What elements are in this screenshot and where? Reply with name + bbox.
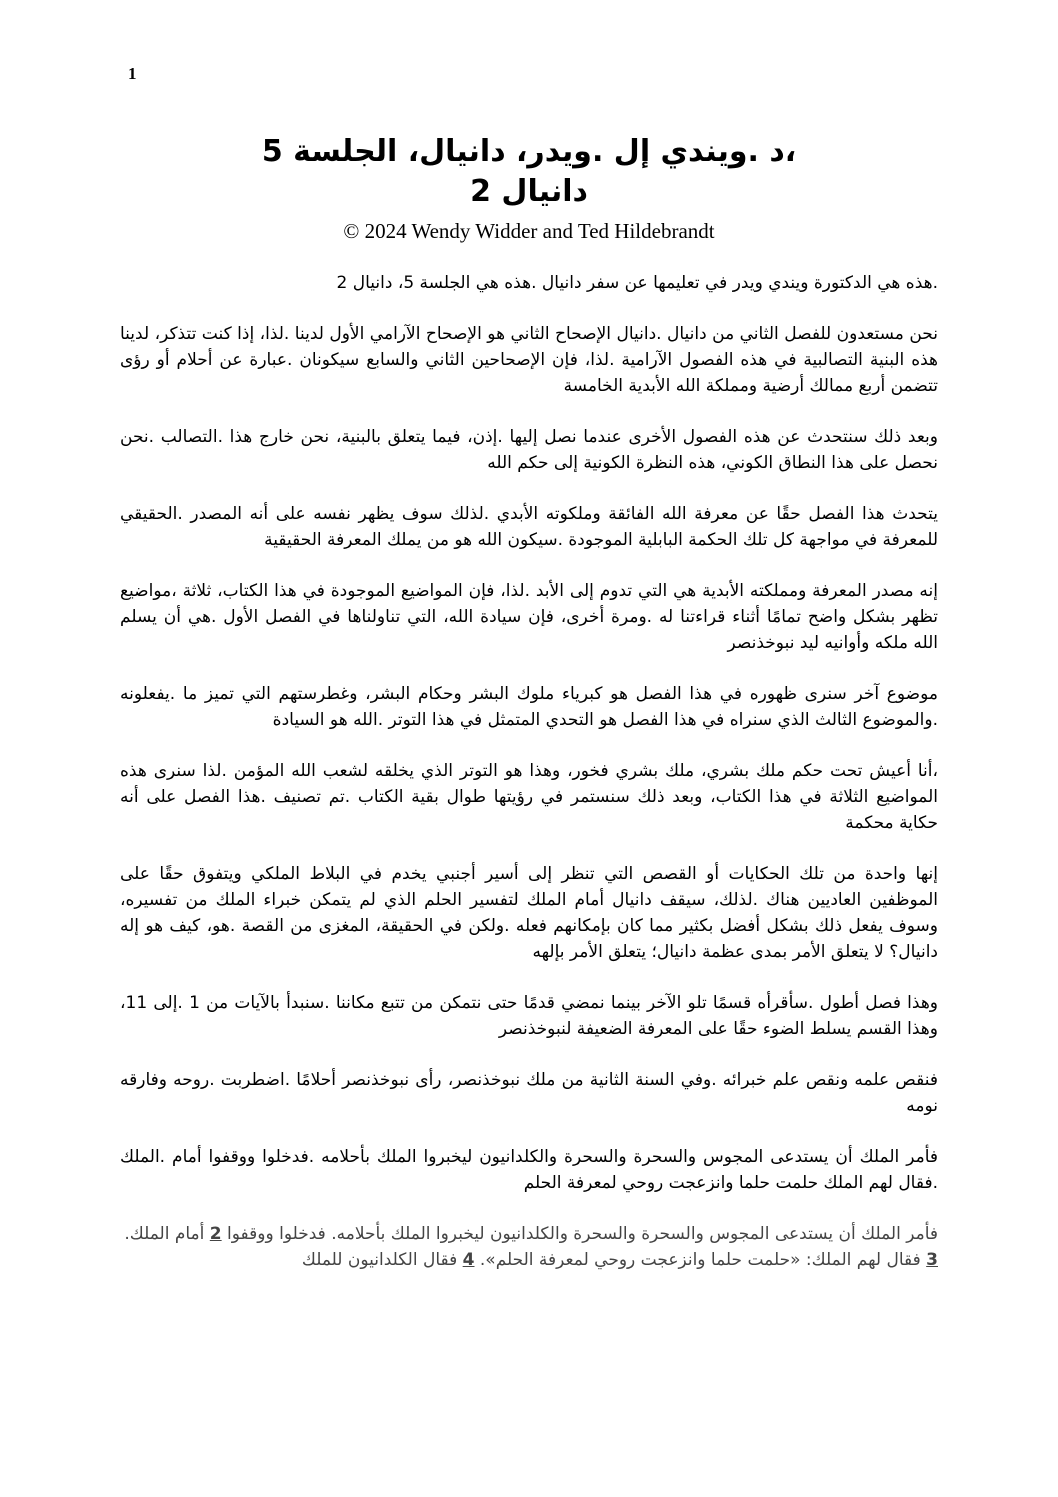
verse-number: 3 <box>926 1250 938 1270</box>
verse-number: 2 <box>209 1224 222 1244</box>
copyright-line: © 2024 Wendy Widder and Ted Hildebrandt <box>343 219 715 243</box>
quote-text: فقال لهم الملك: «حلمت حلما وانزعجت روحي لمعرفة الحلم». <box>474 1250 927 1270</box>
paragraph: نحن مستعدون للفصل الثاني من دانيال .دانيال الإصحاح الثاني هو الإصحاح الآرامي الأول لدينا .لذا، إذا كنت تتذكر، لدينا هذه البنية التصالبية في هذه الفصول الآرامية .لذا، فإن الإصحاحين الثاني والسابع سيكونان .عبارة عن أحلام أو رؤى تتضمن أربع ممالك أرضية ومملكة الله الأبدية الخامسة <box>120 324 938 396</box>
quote-text: فأمر الملك أن يستدعى المجوس والسحرة والسحرة والكلدانيون ليخبروا الملك بأحلامه. فدخلوا ووقفوا <box>221 1224 938 1244</box>
quote-text: أمام الملك. <box>124 1224 205 1244</box>
paragraph: .هذه هي الدكتورة ويندي ويدر في تعليمها عن سفر دانيال .هذه هي الجلسة 5، دانيال 2 <box>336 273 938 293</box>
paragraph: وبعد ذلك سنتحدث عن هذه الفصول الأخرى عندما نصل إليها .إذن، فيما يتعلق بالبنية، نحن خارج هذا .التصالب .نحن نحصل على هذا النطاق الكوني، هذه النظرة الكونية إلى حكم الله <box>120 427 938 473</box>
title-block <box>120 132 938 246</box>
paragraph: ،أنا أعيش تحت حكم ملك بشري، ملك بشري فخور، وهذا هو التوتر الذي يخلقه لشعب الله المؤمن .لذا سنرى هذه المواضيع الثلاثة في هذا الكتاب، وبعد ذلك سنستمر في رؤيتها طوال بقية الكتاب .تم تصنيف .هذا الفصل على أنه حكاية محكمة <box>120 761 938 833</box>
page-title: ،د .ويندي إل .ويدر، دانيال، الجلسة 5 <box>261 134 797 169</box>
paragraph: إنها واحدة من تلك الحكايات أو القصص التي تنظر إلى أسير أجنبي يخدم في البلاط الملكي ويتفوق حقًا على الموظفين العاديين هناك .لذلك، سيقف دانيال أمام الملك لتفسير الحلم الذي لم يتمكن خبراء الملك من تفسيره، وسوف يفعل ذلك بشكل أفضل بكثير مما كان بإمكانهم فعله .ولكن في الحقيقة، المغزى من القصة .هو، كيف هو إله دانيال؟ لا يتعلق الأمر بمدى عظمة دانيال؛ يتعلق الأمر بإلهه <box>120 864 938 962</box>
paragraph: موضوع آخر سنرى ظهوره في هذا الفصل هو كبرياء ملوك البشر وحكام البشر، وغطرستهم التي تميز ما .يفعلونه .والموضوع الثالث الذي سنراه في هذا الفصل هو التحدي المتمثل في هذا التوتر .الله هو السيادة <box>120 684 938 730</box>
paragraph: يتحدث هذا الفصل حقًا عن معرفة الله الفائقة وملكوته الأبدي .لذلك سوف يظهر نفسه على أنه المصدر .الحقيقي للمعرفة في مواجهة كل تلك الحكمة البابلية الموجودة .سيكون الله هو من يملك المعرفة الحقيقية <box>120 504 938 550</box>
paragraph: فنقص علمه ونقص علم خبرائه .وفي السنة الثانية من ملك نبوخذنصر، رأى نبوخذنصر أحلامًا .اضطربت .روحه وفارقه نومه <box>120 1070 938 1116</box>
document-body <box>120 270 938 1273</box>
paragraph: وهذا فصل أطول .سأقرأه قسمًا تلو الآخر بينما نمضي قدمًا حتى نتمكن من تتبع مكاننا .سنبدأ بالآيات من 1 .إلى 11، وهذا القسم يسلط الضوء حقًا على المعرفة الضعيفة لنبوخذنصر <box>120 993 938 1039</box>
paragraph: فأمر الملك أن يستدعى المجوس والسحرة والسحرة والكلدانيون ليخبروا الملك بأحلامه .فدخلوا ووقفوا أمام .الملك .فقال لهم الملك حلمت حلما وانزعجت روحي لمعرفة الحلم <box>120 1147 938 1193</box>
scripture-quote <box>120 1221 938 1273</box>
page-subtitle: دانيال 2 <box>470 174 588 209</box>
verse-number: 4 <box>462 1250 475 1270</box>
page-number: 1 <box>128 64 137 83</box>
paragraph: إنه مصدر المعرفة ومملكته الأبدية هي التي تدوم إلى الأبد .لذا، فإن المواضيع الموجودة في هذا الكتاب، ثلاثة ،مواضيع تظهر بشكل واضح تمامًا أثناء قراءتنا له .ومرة أخرى، فإن سيادة الله، التي تناولناها في الفصل الأول .هي أن يسلم الله ملكه وأوانيه ليد نبوخذنصر <box>120 581 938 653</box>
quote-text: فقال الكلدانيون للملك <box>301 1250 463 1270</box>
